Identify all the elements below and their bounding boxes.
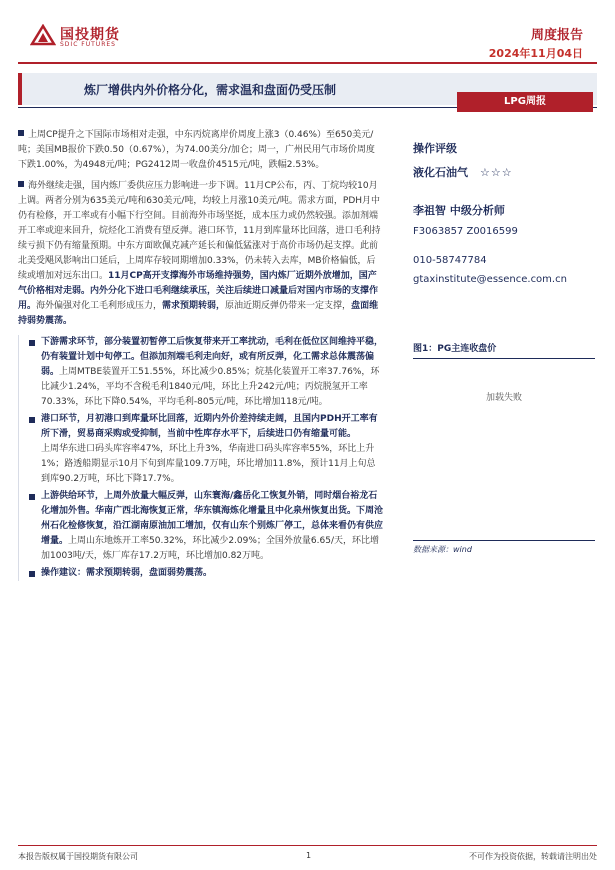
analyst-name: 李祖智 中级分析师 [413,204,505,217]
footer-disclaimer: 不可作为投资依据，转载请注明出处 [469,852,597,861]
company-logo [30,22,150,50]
bullet-icon [18,181,24,187]
detail-demand [27,335,383,410]
outlook-bold-text: 11月CP高开支撑海外市场维持强势，国内炼厂近期外放增加，国产气价格相对走弱。内外分化下进口毛利继续承压，关注后续进口减量后对国内市场的支撑作用。 [18,271,379,311]
bullet-icon [29,571,35,577]
figure-source: 数据来源：wind [413,545,472,554]
analyst-email[interactable]: gtaxinstitute@essence.com.cn [413,274,567,285]
advice-text: 操作建议：需求预期转弱，盘面弱势震荡。 [41,568,213,578]
report-type: 周度报告 [530,28,583,43]
logo-text-cn: 国投期货 [60,27,120,43]
market-review-text: 上周CP提升之下国际市场相对走强，中东丙烷离岸价周度上涨3（0.46%）至650美元/吨；美国MB报价下跌0.50（0.67%），为74.00美分/加仑；周一，广州民用气市场价周度下跌1.00%，为4948元/吨；PG2412周一收盘价4515元/吨，跌幅2.53%。 [18,130,375,170]
rating-product: 液化石油气 [413,166,468,179]
paragraph-market-review [18,128,383,173]
rating-stars-icon: ☆☆☆ [480,166,513,179]
port-bold: 港口环节，月初港口到库量环比回落，近期内外价差持续走阔，且国内PDH开工率有所下滑，贸易商采购或受抑制，当前中性库存水平下，后续进口仍有缩量可能。 [41,414,378,439]
bullet-icon [18,130,24,136]
detail-advice [27,566,383,581]
detail-port [27,412,383,487]
page-number: 1 [306,851,312,860]
bullet-icon [29,340,35,346]
supply-text: 上周山东地炼开工率50.32%，环比减少2.09%；全国外放量6.65/天，环比增加1003吨/天，炼厂库存17.2万吨，环比增加0.82万吨。 [41,536,379,561]
rating-line [413,164,603,180]
detail-supply [27,489,383,564]
footer-copyright: 本报告版权属于国投期货有限公司 [18,852,138,861]
sidebar [413,140,603,285]
report-date: 2024年11月04日 [488,47,583,60]
rating-label: 操作评级 [413,142,457,155]
detail-section [18,335,383,581]
bullet-icon [29,417,35,423]
port-text: 上周华东进口码头库容率47%，环比上升3%，华南进口码头库容率55%，环比上升1%；路透船期显示10月下旬到库量109.7万吨，环比增加11.8%，预计11月上旬总到库90.2万吨，环比下降17.7%。 [41,444,376,484]
outlook-tail-text: 海外偏强对化工毛利形成压力， [36,301,163,311]
outlook-tail-bold: 需求预期转弱， [162,301,226,311]
report-tag-badge: LPG周报 [457,92,593,112]
analyst-phone: 010-58747784 [413,255,487,266]
outlook-tail-text-2: 原油近期反弹仍带来一定支撑， [225,301,352,311]
analyst-cert: F3063857 Z0016599 [413,226,518,237]
outlook-text: 海外继续走强，国内炼厂委供应压力影响进一步下调。11月CP公布，丙、丁烷均较10月上调。两者分别为635美元/吨和630美元/吨，均较上月涨10美元/吨。需求方面，PDH月中仍有检修，开工率或有小幅下行空间。目前海外市场坚挺，成本压力或仍然较强。添加剂端开工率或迎来回升，烷烃化工消费有望反弹。港口环节，11月到库量环比回落，进口毛利持续亏损下仍有缩量预期。中东方面欧佩克减产延长和偏低猛涨对于高价市场仍起支撑。此前北美受飓风影响出口延后，上周库存较同期增加0.33%，仍未转入去库，MB价格偏低，后续或增加对远东出口。 [18,181,381,281]
outlook-tail-bold-2: 盘面维持弱势震荡。 [18,301,379,326]
bullet-icon [29,494,35,500]
report-title: 炼厂增供内外价格分化，需求温和盘面仍受压制 [84,83,337,97]
logo-mark-icon [30,24,56,48]
footer-divider [18,845,597,846]
figure-area [413,358,595,533]
figure-loading-text: 加载失败 [485,393,522,403]
figure-divider [413,540,595,541]
main-content [18,128,383,583]
header-divider [18,62,597,64]
figure-title: 图1：PG主连收盘价 [413,341,595,359]
demand-bold: 下游需求环节，部分装置初暂停工后恢复带来开工率扰动，毛利在低位区间维持平稳，仍有装置计划中旬停工。但添加剂端毛利走向好，或有所反弹，化工需求总体震荡偏弱。 [41,337,384,377]
paragraph-outlook [18,179,383,329]
demand-text: 上周MTBE装置开工51.55%，环比减少0.85%；烷基化装置开工率37.76%，环比减少1.24%，平均不含税毛利1840元/吨，环比上升242元/吨；丙烷脱氢开工率70.33%，环比下降0.54%，平均毛利-805元/吨，环比增加118元/吨。 [41,367,380,407]
supply-bold: 上游供给环节，上周外放量大幅反弹，山东寰海/鑫岳化工恢复外销，同时烟台裕龙石化增加外售。华南广西北海恢复正常，华东镇海炼化增量且中化泉州恢复出货。下周沧州石化检修恢复，沿江湖南原油加工增加，仅有山东个别炼厂停工，总体来看仍有供应增量。 [41,491,384,546]
logo-text-en: SDIC FUTURES [60,41,116,48]
